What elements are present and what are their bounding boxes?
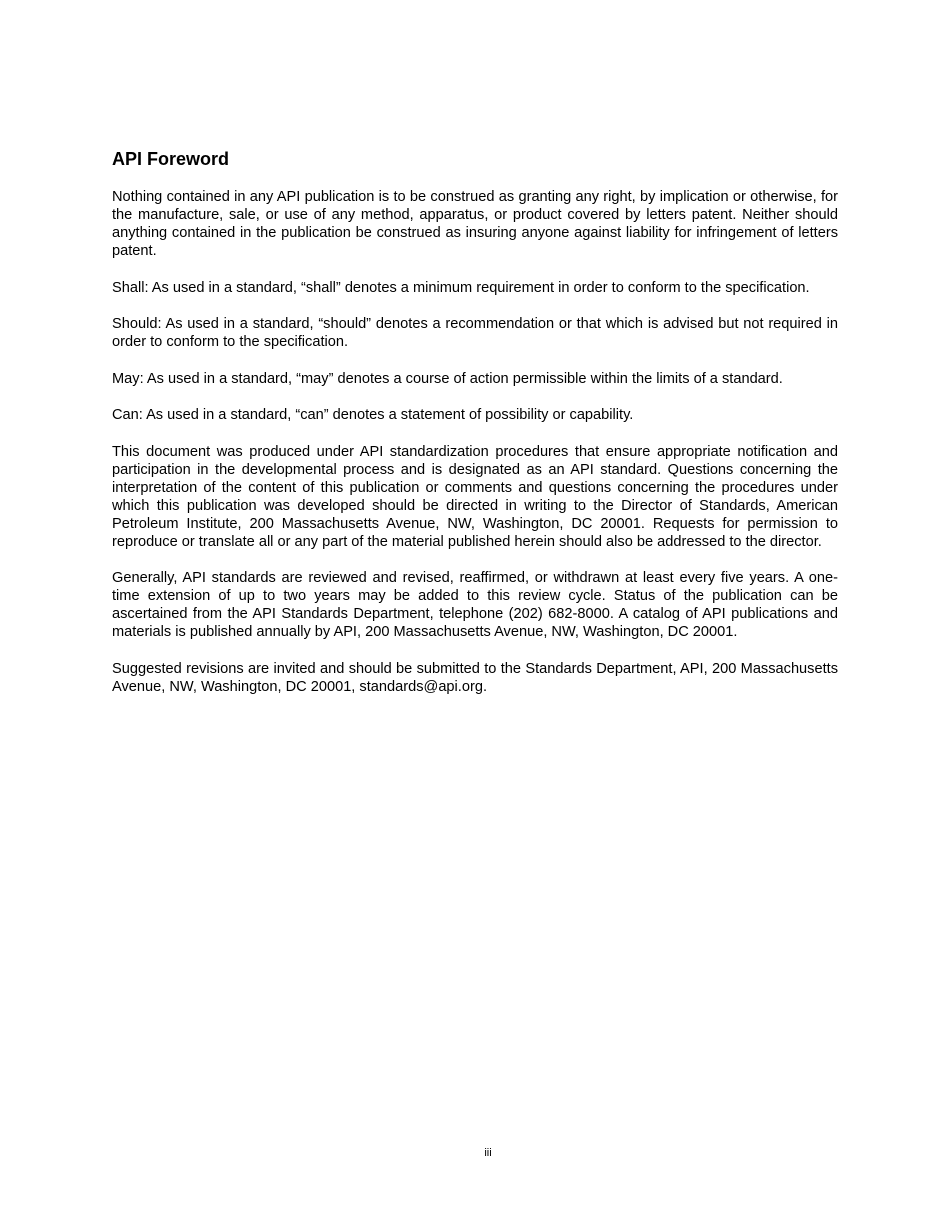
paragraph-should-definition: Should: As used in a standard, “should” denotes a recommendation or that which is advised but not required in order to conform to the specification.	[112, 316, 838, 350]
page-content	[112, 148, 838, 714]
paragraph-standardization-procedures: This document was produced under API standardization procedures that ensure appropriate notification and participation in the developmental process and is designated as an API standard. Questions concerning the interpretation of the content of this publication or comments and questions concerning the procedures under which this publication was developed should be directed in writing to the Director of Standards, American Petroleum Institute, 200 Massachusetts Avenue, NW, Washington, DC 20001. Requests for permission to reproduce or translate all or any part of the material published herein should also be addressed to the director.	[112, 443, 838, 550]
paragraph-shall-definition: Shall: As used in a standard, “shall” denotes a minimum requirement in order to conform to the specification.	[112, 279, 810, 296]
paragraph-review-cycle: Generally, API standards are reviewed and revised, reaffirmed, or withdrawn at least every five years. A one-time extension of up to two years may be added to this review cycle. Status of the publication can be ascertained from the API Standards Department, telephone (202) 682-8000. A catalog of API publications and materials is published annually by API, 200 Massachusetts Avenue, NW, Washington, DC 20001.	[112, 570, 838, 640]
section-heading: API Foreword	[112, 149, 230, 169]
paragraph-patent-disclaimer: Nothing contained in any API publication is to be construed as granting any right, by implication or otherwise, for the manufacture, sale, or use of any method, apparatus, or product covered by letters patent. Neither should anything contained in the publication be construed as insuring anyone against liability for infringement of letters patent.	[112, 189, 838, 259]
page-number: iii	[484, 1147, 492, 1159]
paragraph-may-definition: May: As used in a standard, “may” denotes a course of action permissible within the limits of a standard.	[112, 370, 783, 387]
paragraph-suggested-revisions: Suggested revisions are invited and should be submitted to the Standards Department, API, 200 Massachusetts Avenue, NW, Washington, DC 20001, standards@api.org.	[112, 660, 838, 695]
paragraph-can-definition: Can: As used in a standard, “can” denotes a statement of possibility or capability.	[112, 407, 634, 423]
